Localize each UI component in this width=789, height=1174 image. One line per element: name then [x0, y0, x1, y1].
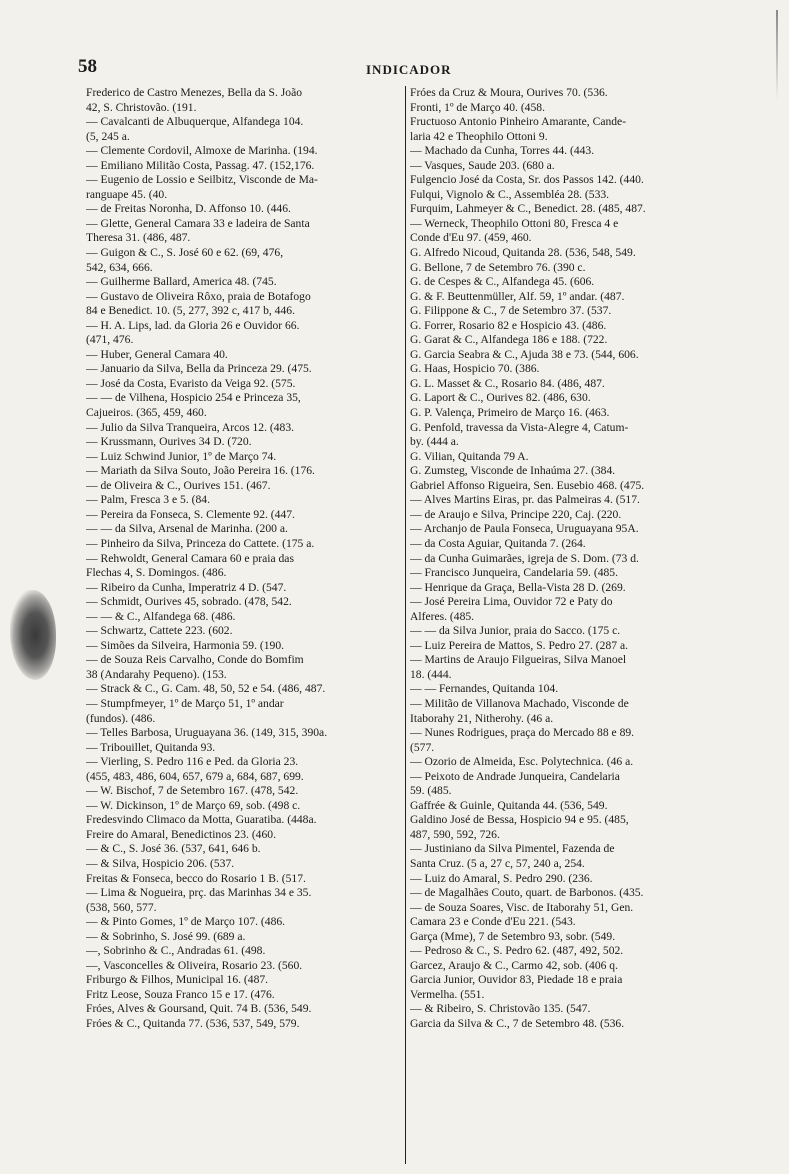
- directory-entry-line: Galdino José de Bessa, Hospicio 94 e 95. (485,: [410, 813, 629, 827]
- directory-entry-line: G. L. Masset & C., Rosario 84. (486, 487.: [410, 376, 605, 390]
- directory-entry-line: — Gustavo de Oliveira Rôxo, praia de Botafogo: [86, 289, 311, 303]
- directory-entry-line: Garcia da Silva & C., 7 de Setembro 48. (536.: [410, 1017, 625, 1030]
- directory-entry-line: — & Pinto Gomes, 1º de Março 107. (486.: [86, 915, 286, 929]
- directory-entry-line: G. & F. Beuttenmüller, Alf. 59, 1º andar. (487.: [410, 289, 625, 303]
- directory-entry-line: (455, 483, 486, 604, 657, 679 a, 684, 687, 699.: [86, 769, 304, 783]
- directory-entry-line: — Tribouillet, Quitanda 93.: [86, 740, 216, 754]
- directory-entry-line: — — Fernandes, Quitanda 104.: [410, 682, 559, 696]
- directory-entry-line: — de Freitas Noronha, D. Affonso 10. (446.: [86, 202, 291, 216]
- directory-entry-line: — Huber, General Camara 40.: [86, 347, 228, 361]
- directory-entry-line: G. de Cespes & C., Alfandega 45. (606.: [410, 275, 595, 289]
- directory-entry-line: 42, S. Christovão. (191.: [86, 100, 197, 114]
- directory-entry-line: (471, 476.: [86, 333, 134, 347]
- directory-entry-line: G. Forrer, Rosario 82 e Hospicio 43. (486.: [410, 318, 607, 332]
- directory-entry-line: (5, 245 a.: [86, 129, 130, 143]
- directory-entry-line: — Strack & C., G. Cam. 48, 50, 52 e 54. (486, 487.: [86, 682, 326, 696]
- directory-entry-line: Fructuoso Antonio Pinheiro Amarante, Cande-: [410, 115, 627, 129]
- directory-entry-line: Flechas 4, S. Domingos. (486.: [86, 566, 227, 580]
- directory-entry-line: G. Garcia Seabra & C., Ajuda 38 e 73. (544, 606.: [410, 347, 639, 361]
- directory-entry-line: Garça (Mme), 7 de Setembro 93, sobr. (549.: [410, 929, 616, 943]
- left-column: [86, 86, 404, 1032]
- directory-entry-line: — da Cunha Guimarães, igreja de S. Dom. (73 d.: [410, 551, 639, 565]
- directory-entry-line: — Pereira da Fonseca, S. Clemente 92. (447.: [86, 507, 295, 521]
- directory-entry-line: Camara 23 e Conde d'Eu 221. (543.: [410, 915, 576, 929]
- directory-entry-line: Cajueiros. (365, 459, 460.: [86, 406, 207, 420]
- right-column: [410, 86, 728, 1032]
- directory-entry-line: — Januario da Silva, Bella da Princeza 29. (475.: [86, 362, 312, 376]
- directory-entry-line: —, Sobrinho & C., Andradas 61. (498.: [86, 944, 266, 958]
- directory-entry-line: Alferes. (485.: [410, 609, 475, 623]
- directory-entry-line: — Stumpfmeyer, 1º de Março 51, 1º andar: [86, 696, 284, 710]
- directory-entry-line: Fritz Leose, Souza Franco 15 e 17. (476.: [86, 987, 275, 1001]
- directory-entry-line: — Telles Barbosa, Uruguayana 36. (149, 315, 390a.: [86, 726, 328, 740]
- directory-entry-line: — — da Silva, Arsenal de Marinha. (200 a.: [86, 522, 288, 536]
- directory-entry-line: 18. (444.: [410, 667, 452, 681]
- directory-entry-line: — Cavalcanti de Albuquerque, Alfandega 104.: [86, 115, 304, 129]
- directory-entry-line: G. Bellone, 7 de Setembro 76. (390 c.: [410, 260, 586, 274]
- directory-entry-line: — Ribeiro da Cunha, Imperatriz 4 D. (547.: [86, 580, 287, 594]
- directory-entry-line: — Emiliano Militão Costa, Passag. 47. (152,176.: [86, 158, 315, 172]
- directory-entry-line: Garcez, Araujo & C., Carmo 42, sob. (406 q.: [410, 958, 619, 972]
- directory-entry-line: — Justiniano da Silva Pimentel, Fazenda de: [410, 842, 615, 856]
- directory-entry-line: 38 (Andarahy Pequeno). (153.: [86, 667, 227, 681]
- page-header: [78, 50, 778, 80]
- directory-entry-line: — de Souza Reis Carvalho, Conde do Bomfim: [86, 653, 304, 667]
- directory-entry-line: — Pedroso & C., S. Pedro 62. (487, 492, 502.: [410, 944, 624, 958]
- directory-entry-line: Conde d'Eu 97. (459, 460.: [410, 231, 532, 245]
- directory-entry-line: — — da Silva Junior, praia do Sacco. (175 c.: [410, 624, 621, 638]
- directory-entry-line: — W. Dickinson, 1º de Março 69, sob. (498 c.: [86, 798, 301, 812]
- directory-entry-line: G. Haas, Hospicio 70. (386.: [410, 362, 540, 376]
- directory-entry-line: Fróes & C., Quitanda 77. (536, 537, 549, 579.: [86, 1017, 300, 1030]
- directory-entry-line: G. Alfredo Nicoud, Quitanda 28. (536, 548, 549.: [410, 246, 636, 260]
- directory-entry-line: Vermelha. (551.: [410, 987, 485, 1001]
- directory-entry-line: — H. A. Lips, lad. da Gloria 26 e Ouvidor 66.: [86, 318, 300, 332]
- directory-entry-line: (fundos). (486.: [86, 711, 156, 725]
- directory-entry-line: Gaffrée & Guinle, Quitanda 44. (536, 549.: [410, 798, 608, 812]
- directory-entry-line: — Archanjo de Paula Fonseca, Uruguayana 95A.: [410, 522, 639, 536]
- directory-entry-line: — Mariath da Silva Souto, João Pereira 16. (176.: [86, 464, 315, 478]
- directory-entry-line: Fulgencio José da Costa, Sr. dos Passos 142. (440.: [410, 173, 644, 187]
- directory-entry-line: Fróes da Cruz & Moura, Ourives 70. (536.: [410, 86, 608, 99]
- directory-entry-line: — Ozorio de Almeida, Esc. Polytechnica. (46 a.: [410, 755, 634, 769]
- directory-entry-line: (577.: [410, 740, 435, 754]
- directory-entry-line: — de Souza Soares, Visc. de Itaborahy 51, Gen.: [410, 900, 634, 914]
- directory-entry-line: — Francisco Junqueira, Candelaria 59. (485.: [410, 566, 618, 580]
- directory-entry-line: — — & C., Alfandega 68. (486.: [86, 609, 236, 623]
- directory-entry-line: — da Costa Aguiar, Quitanda 7. (264.: [410, 536, 586, 550]
- running-head: INDICADOR: [366, 62, 452, 77]
- directory-entry-line: G. Garat & C., Alfandega 186 e 188. (722.: [410, 333, 608, 347]
- directory-entry-line: — Krussmann, Ourives 34 D. (720.: [86, 435, 252, 449]
- directory-entry-line: — Guigon & C., S. José 60 e 62. (69, 476,: [86, 246, 284, 260]
- directory-entry-line: 542, 634, 666.: [86, 260, 153, 274]
- directory-entry-line: — Luiz do Amaral, S. Pedro 290. (236.: [410, 871, 593, 885]
- directory-entry-line: — Glette, General Camara 33 e ladeira de Santa: [86, 216, 310, 230]
- directory-entry-line: Fulqui, Vignolo & C., Assembléa 28. (533.: [410, 187, 610, 201]
- directory-entry-line: — Schwartz, Cattete 223. (602.: [86, 624, 233, 638]
- directory-entry-line: — & C., S. José 36. (537, 641, 646 b.: [86, 842, 261, 856]
- directory-entry-line: — José Pereira Lima, Ouvidor 72 e Paty do: [410, 595, 613, 609]
- directory-entry-line: — Luiz Schwind Junior, 1º de Março 74.: [86, 449, 277, 463]
- directory-entry-line: 59. (485.: [410, 784, 452, 798]
- directory-entry-line: — de Araujo e Silva, Principe 220, Caj. (220.: [410, 507, 622, 521]
- directory-entry-line: 84 e Benedict. 10. (5, 277, 392 c, 417 b, 446.: [86, 304, 295, 318]
- directory-entry-line: — Eugenio de Lossio e Seilbitz, Visconde de Ma-: [86, 173, 318, 187]
- directory-entry-line: by. (444 a.: [410, 435, 459, 449]
- directory-entry-line: G. Filippone & C., 7 de Setembro 37. (537.: [410, 304, 612, 318]
- directory-entry-line: — & Sobrinho, S. José 99. (689 a.: [86, 929, 246, 943]
- directory-entry-line: G. Zumsteg, Visconde de Inhaúma 27. (384.: [410, 464, 616, 478]
- directory-entry-line: — Julio da Silva Tranqueira, Arcos 12. (483.: [86, 420, 295, 434]
- directory-entry-line: — Rehwoldt, General Camara 60 e praia das: [86, 551, 294, 565]
- directory-entry-line: — Nunes Rodrigues, praça do Mercado 88 e 89.: [410, 726, 635, 740]
- directory-entry-line: Furquim, Lahmeyer & C., Benedict. 28. (485, 487.: [410, 202, 646, 216]
- directory-entry-line: Itaborahy 21, Nitherohy. (46 a.: [410, 711, 554, 725]
- directory-entry-line: Garcia Junior, Ouvidor 83, Piedade 18 e praia: [410, 973, 623, 987]
- directory-entry-line: Fredesvindo Climaco da Motta, Guaratiba. (448a.: [86, 813, 317, 827]
- directory-entry-line: Fróes, Alves & Goursand, Quit. 74 B. (536, 549.: [86, 1002, 312, 1016]
- directory-entry-line: — Henrique da Graça, Bella-Vista 28 D. (269.: [410, 580, 626, 594]
- directory-entry-line: — Martins de Araujo Filgueiras, Silva Manoel: [410, 653, 627, 667]
- directory-entry-line: — Alves Martins Eiras, pr. das Palmeiras 4. (517.: [410, 493, 640, 507]
- directory-entry-line: — Werneck, Theophilo Ottoni 80, Fresca 4 e: [410, 216, 619, 230]
- directory-entry-line: — & Ribeiro, S. Christovão 135. (547.: [410, 1002, 591, 1016]
- directory-entry-line: Freire do Amaral, Benedictinos 23. (460.: [86, 827, 276, 841]
- page-number: 58: [78, 56, 97, 77]
- directory-entry-line: ranguape 45. (40.: [86, 187, 168, 201]
- directory-entry-line: — Lima & Nogueira, prç. das Marinhas 34 e 35.: [86, 886, 312, 900]
- directory-entry-line: — W. Bischof, 7 de Setembro 167. (478, 542.: [86, 784, 299, 798]
- directory-entry-line: — Vasques, Saude 203. (680 a.: [410, 158, 555, 172]
- directory-entry-line: — Clemente Cordovil, Almoxe de Marinha. (194.: [86, 144, 318, 158]
- directory-entry-line: — Peixoto de Andrade Junqueira, Candelaria: [410, 769, 620, 783]
- directory-entry-line: Freitas & Fonseca, becco do Rosario 1 B. (517.: [86, 871, 306, 885]
- directory-entry-line: (538, 560, 577.: [86, 900, 157, 914]
- directory-entry-line: — Guilherme Ballard, America 48. (745.: [86, 275, 277, 289]
- directory-entry-line: — de Oliveira & C., Ourives 151. (467.: [86, 478, 271, 492]
- directory-entry-line: — Machado da Cunha, Torres 44. (443.: [410, 144, 595, 158]
- directory-entry-line: 487, 590, 592, 726.: [410, 827, 500, 841]
- directory-entry-line: —, Vasconcelles & Oliveira, Rosario 23. (560.: [86, 958, 303, 972]
- directory-entry-line: Friburgo & Filhos, Municipal 16. (487.: [86, 973, 269, 987]
- directory-entry-line: G. Laport & C., Ourives 82. (486, 630.: [410, 391, 591, 405]
- column-divider: [405, 86, 406, 1164]
- directory-entry-line: laria 42 e Theophilo Ottoni 9.: [410, 129, 548, 143]
- directory-entry-line: Fronti, 1º de Março 40. (458.: [410, 100, 545, 114]
- directory-entry-line: G. Penfold, travessa da Vista-Alegre 4, Catum-: [410, 420, 629, 434]
- directory-entry-line: — Luiz Pereira de Mattos, S. Pedro 27. (287 a.: [410, 638, 628, 652]
- directory-entry-line: G. P. Valença, Primeiro de Março 16. (463.: [410, 406, 610, 420]
- directory-entry-line: — José da Costa, Evaristo da Veiga 92. (575.: [86, 376, 296, 390]
- ink-stain: [10, 590, 56, 680]
- directory-entry-line: — Schmidt, Ourives 45, sobrado. (478, 542.: [86, 595, 292, 609]
- directory-entry-line: — Pinheiro da Silva, Princeza do Cattete. (175 a.: [86, 536, 315, 550]
- directory-entry-line: Theresa 31. (486, 487.: [86, 231, 191, 245]
- directory-entry-line: — & Silva, Hospicio 206. (537.: [86, 856, 235, 870]
- directory-entry-line: Santa Cruz. (5 a, 27 c, 57, 240 a, 254.: [410, 856, 585, 870]
- directory-entry-line: — de Magalhães Couto, quart. de Barbonos. (435.: [410, 886, 644, 900]
- directory-entry-line: — — de Vilhena, Hospicio 254 e Princeza 35,: [86, 391, 301, 405]
- directory-entry-line: Gabriel Affonso Rigueira, Sen. Eusebio 468. (475.: [410, 478, 645, 492]
- directory-entry-line: G. Vilian, Quitanda 79 A.: [410, 449, 529, 463]
- directory-entry-line: Frederico de Castro Menezes, Bella da S. João: [86, 86, 303, 99]
- directory-entry-line: — Vierling, S. Pedro 116 e Ped. da Gloria 23.: [86, 755, 299, 769]
- directory-entry-line: — Militão de Villanova Machado, Visconde de: [410, 696, 629, 710]
- directory-entry-line: — Simões da Silveira, Harmonia 59. (190.: [86, 638, 285, 652]
- directory-entry-line: — Palm, Fresca 3 e 5. (84.: [86, 493, 210, 507]
